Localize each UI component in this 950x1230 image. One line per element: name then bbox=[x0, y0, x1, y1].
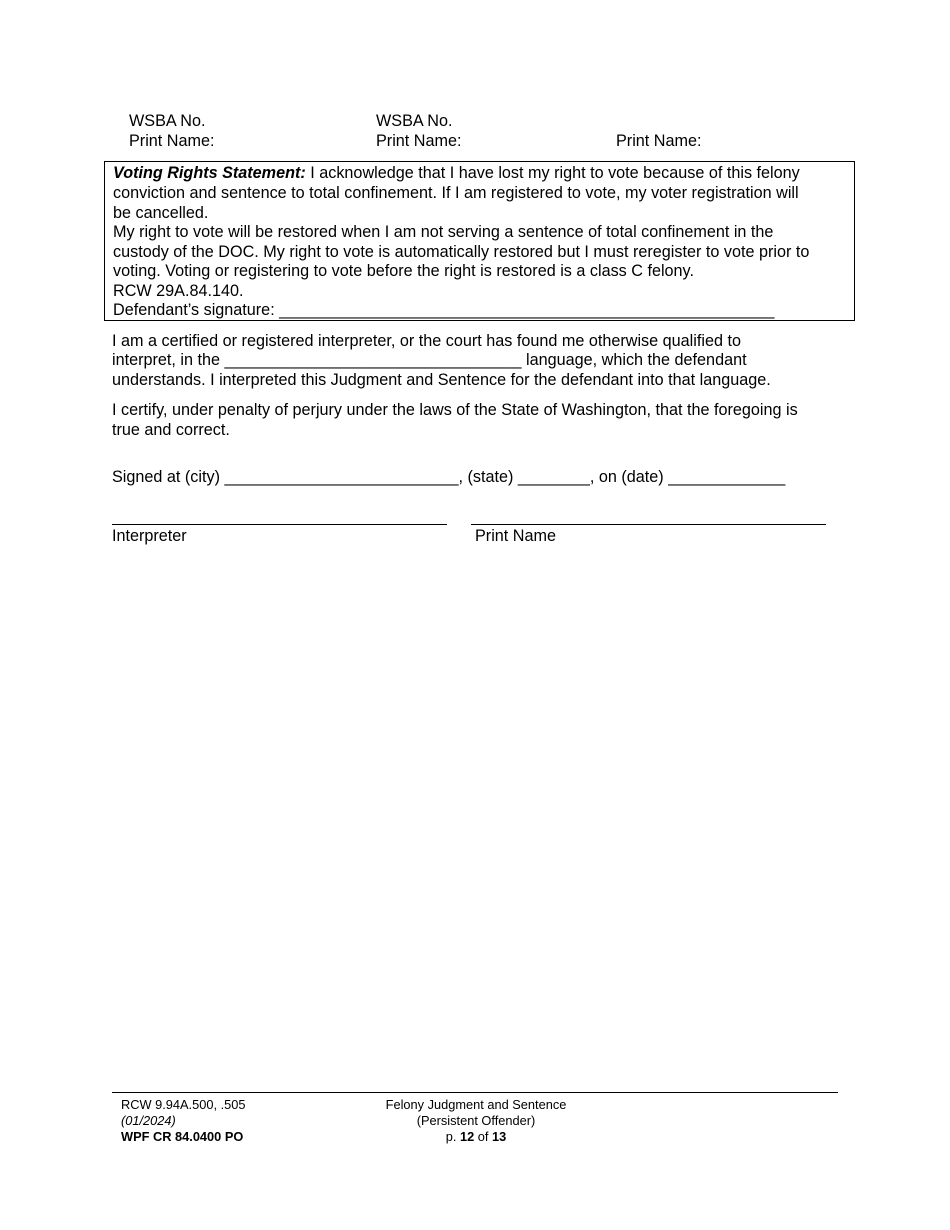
footer-date: (01/2024) bbox=[121, 1113, 176, 1128]
footer-page-number bbox=[346, 1129, 606, 1145]
print-name-label: Print Name bbox=[475, 527, 556, 545]
voting-rights-line-7: RCW 29A.84.140. bbox=[113, 282, 244, 300]
certification-line-2: true and correct. bbox=[112, 421, 230, 439]
voting-rights-line-6: voting. Voting or registering to vote before the right is restored is a class C felony. bbox=[113, 262, 694, 280]
signed-at-line[interactable]: Signed at (city) __________________________, (state) ________, on (date) _____________ bbox=[112, 468, 786, 486]
interpreter-statement-line-2[interactable]: interpret, in the _________________________________ language, which the defendant bbox=[112, 351, 747, 369]
interpreter-statement-line-1: I am a certified or registered interpreter, or the court has found me otherwise qualified to bbox=[112, 332, 741, 350]
footer-rcw: RCW 9.94A.500, .505 bbox=[121, 1097, 246, 1112]
page-current: 12 bbox=[459, 1129, 475, 1144]
interpreter-signature-rule[interactable] bbox=[112, 524, 447, 525]
footer-form-number: WPF CR 84.0400 PO bbox=[121, 1129, 244, 1144]
wsba-no-label-1: WSBA No. bbox=[129, 112, 206, 130]
interpreter-label: Interpreter bbox=[112, 527, 187, 545]
footer-divider bbox=[112, 1092, 838, 1093]
voting-rights-line-4: My right to vote will be restored when I am not serving a sentence of total confinement in the bbox=[113, 223, 774, 241]
print-name-rule[interactable] bbox=[471, 524, 826, 525]
voting-rights-line-2: conviction and sentence to total confinement. If I am registered to vote, my voter registration will bbox=[113, 184, 799, 202]
page-of: of bbox=[474, 1129, 493, 1144]
wsba-no-label-2: WSBA No. bbox=[376, 112, 453, 130]
interpreter-statement-line-3: understands. I interpreted this Judgment and Sentence for the defendant into that language. bbox=[112, 371, 771, 389]
print-name-label-1: Print Name: bbox=[129, 132, 215, 150]
voting-rights-line-5: custody of the DOC. My right to vote is automatically restored but I must reregister to vote prior to bbox=[113, 243, 810, 261]
voting-rights-box bbox=[104, 161, 855, 321]
page-total: 13 bbox=[492, 1129, 507, 1144]
footer-subtitle: (Persistent Offender) bbox=[416, 1113, 536, 1128]
voting-rights-heading: Voting Rights Statement: bbox=[113, 164, 306, 182]
certification-line-1: I certify, under penalty of perjury under the laws of the State of Washington, that the foregoing is bbox=[112, 401, 798, 419]
print-name-label-2: Print Name: bbox=[376, 132, 462, 150]
voting-rights-line-1 bbox=[113, 163, 800, 183]
footer-title: Felony Judgment and Sentence bbox=[385, 1097, 567, 1112]
page-prefix: p. bbox=[445, 1129, 460, 1144]
voting-rights-line-3: be cancelled. bbox=[113, 204, 209, 222]
voting-rights-text-1: I acknowledge that I have lost my right to vote because of this felony bbox=[305, 164, 800, 182]
print-name-label-3: Print Name: bbox=[616, 132, 702, 150]
defendant-signature-line[interactable]: Defendant’s signature: _______________________________________________________ bbox=[113, 301, 775, 319]
